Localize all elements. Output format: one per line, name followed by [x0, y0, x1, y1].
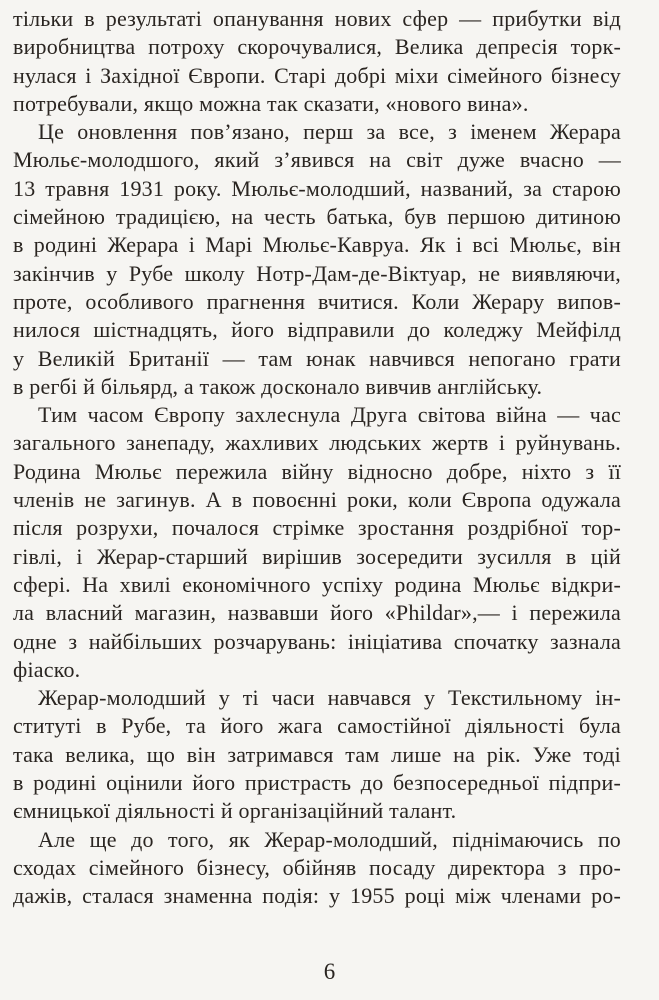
text-line: фіаско. — [13, 656, 81, 682]
paragraph — [13, 5, 621, 118]
paragraph — [13, 684, 621, 825]
text-line: закінчив у Рубе школу Нотр-Дам-де-Віктуар, не виявляючи, — [13, 260, 621, 286]
paragraph — [13, 118, 621, 401]
text-line: Але ще до того, як Жерар-молодший, піднімаючись по — [38, 826, 621, 852]
text-line: дажів, сталася знаменна подія: у 1955 році між членами ро- — [13, 883, 621, 909]
page-number: 6 — [323, 959, 336, 984]
text-line: після розрухи, почалося стрімке зростання роздрібної тор- — [13, 515, 621, 541]
text-line: Це оновлення пов’язано, перш за все, з іменем Жерара — [38, 119, 621, 145]
text-line: членів не загинув. А в повоєнні роки, коли Європа одужала — [13, 487, 621, 513]
text-line: в родині оцінили його пристрасть до безпосередньої підпри- — [13, 770, 621, 796]
text-line: сходах сімейного бізнесу, обійняв посаду директора з про- — [13, 854, 621, 880]
text-line: Тим часом Європу захлеснула Друга світова війна — час — [38, 402, 621, 428]
text-line: Мюльє-молодшого, який з’явився на світ дуже вчасно — — [13, 147, 621, 173]
text-line: одне з найбільших розчарувань: ініціатива спочатку зазнала — [13, 628, 621, 654]
paragraph — [13, 401, 621, 684]
text-line: у Великій Британії — там юнак навчився непогано грати — [13, 345, 621, 371]
text-line: проте, особливого прагнення вчитися. Коли Жерару випов- — [13, 288, 621, 314]
text-line: гівлі, і Жерар-старший вирішив зосередити зусилля в цій — [13, 543, 621, 569]
text-line: потребували, якщо можна так сказати, «нового вина». — [13, 90, 529, 116]
text-line: в родині Жерара і Марі Мюльє-Кавруа. Як і всі Мюльє, він — [13, 232, 621, 258]
text-line: нулася і Західної Європи. Старі добрі міхи сімейного бізнесу — [13, 62, 621, 88]
text-line: ституті в Рубе, та його жага самостійної діяльності була — [13, 713, 621, 739]
text-line: 13 травня 1931 року. Мюльє-молодший, названий, за старою — [13, 175, 621, 201]
text-line: ємницької діяльності й організаційний талант. — [13, 798, 457, 824]
text-line: сфері. На хвилі економічного успіху родина Мюльє відкри- — [13, 571, 621, 597]
paragraph — [13, 826, 621, 911]
text-line: тільки в результаті опанування нових сфер — прибутки від — [13, 6, 621, 31]
text-line: нилося шістнадцять, його відправили до коледжу Мейфілд — [13, 317, 621, 343]
text-line: така велика, що він затримався там лише на рік. Уже тоді — [13, 741, 621, 767]
text-line: Жерар-молодший у ті часи навчався у Текстильному ін- — [38, 685, 621, 711]
text-line: сімейною традицією, на честь батька, був першою дитиною — [13, 204, 621, 230]
text-block — [13, 5, 621, 911]
text-line: Родина Мюльє пережила війну відносно добре, ніхто з її — [13, 458, 621, 484]
text-line: в регбі й більярд, а також досконало вивчив англійську. — [13, 373, 543, 399]
text-line: загального занепаду, жахливих людських жертв і руйнувань. — [13, 430, 621, 456]
text-line: виробництва потроху скорочувалися, Велика депресія торк- — [13, 34, 621, 60]
text-line: ла власний магазин, назвавши його «Phildar»,— і пережила — [13, 600, 621, 626]
